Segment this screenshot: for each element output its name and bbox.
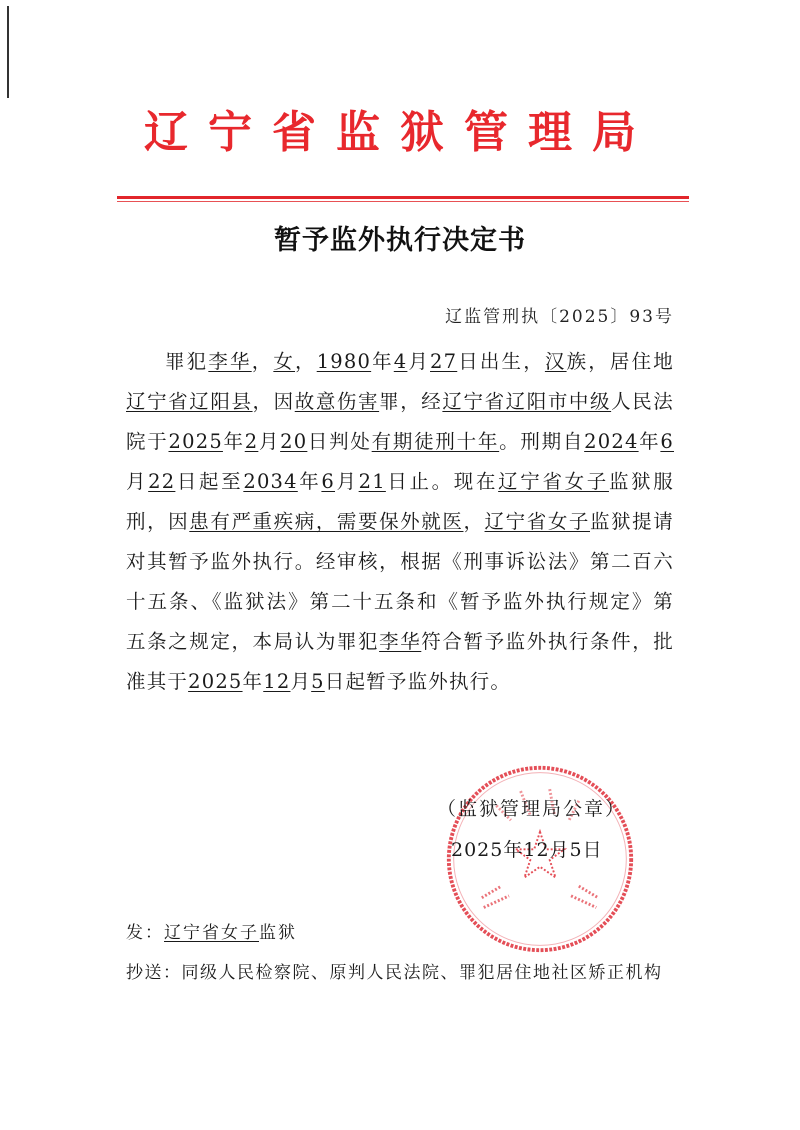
birth-day: 27 <box>430 350 458 373</box>
prison-applicant: 辽宁省女子 <box>484 510 590 533</box>
end-day: 21 <box>358 470 386 493</box>
issue-to-label: 发： <box>126 923 164 943</box>
text: 月 <box>126 470 149 493</box>
text: 符合暂予监外执行条件，批准其于 <box>126 630 675 693</box>
document-number: 辽监管刑执〔2025〕93号 <box>445 307 674 327</box>
text: 年 <box>638 430 661 453</box>
text: 年 <box>297 470 322 493</box>
court: 辽宁省辽阳市中级 <box>442 390 612 413</box>
cc-line: 抄送：同级人民检察院、原判人民法院、罪犯居住地社区矫正机构 <box>126 963 663 983</box>
text: ，因 <box>252 390 295 413</box>
judgment-day: 20 <box>280 430 308 453</box>
text: 罪犯 <box>165 350 209 373</box>
document-title: 暂予监外执行决定书 <box>274 225 526 256</box>
text: 月 <box>290 670 312 693</box>
crime: 故意伤害 <box>294 390 380 413</box>
text: 罪，经 <box>379 390 443 413</box>
text: 月 <box>335 470 359 493</box>
judgment-month: 2 <box>244 430 259 453</box>
prison: 辽宁省女子 <box>498 470 609 493</box>
text: 监狱提请对其暂予监外执行。经审核，根据《刑事诉讼法》第二百六十五条、《监狱法》第二十五条和《暂予监外执行规定》第五条之规定，本局认为罪犯 <box>126 510 674 653</box>
issue-date: 2025年12月5日 <box>451 839 603 861</box>
text: 年 <box>242 670 264 693</box>
end-year: 2034 <box>243 470 298 493</box>
sentence: 有期徒刑十年 <box>371 430 500 453</box>
text: 月 <box>407 350 431 373</box>
text: 年 <box>222 430 245 453</box>
binding-margin-line <box>7 6 9 98</box>
ethnicity: 汉 <box>544 350 567 373</box>
text: 人民法院于 <box>126 390 675 453</box>
text: 日起暂予监外执行。 <box>324 670 512 693</box>
letterhead-rule-thin <box>117 201 689 202</box>
offender-name-2: 李华 <box>379 630 422 653</box>
org-letterhead: 辽宁省监狱管理局 <box>144 107 656 158</box>
issue-to-recipient: 辽宁省女子 <box>164 923 259 943</box>
text: ， <box>251 350 274 373</box>
offender-name: 李华 <box>208 350 252 373</box>
text: ， <box>463 510 485 533</box>
approve-day: 5 <box>311 670 325 693</box>
start-month: 6 <box>660 430 674 453</box>
text: 日起至 <box>175 470 244 493</box>
approve-month: 12 <box>263 670 291 693</box>
decision-body <box>126 342 674 702</box>
text: 日判处 <box>307 430 372 453</box>
birth-month: 4 <box>393 350 408 373</box>
issue-to-suffix: 监狱 <box>259 923 297 943</box>
text: 日出生， <box>457 350 545 373</box>
issue-to-line <box>126 918 297 943</box>
text: 月 <box>258 430 281 453</box>
birth-year: 1980 <box>316 350 372 373</box>
text: 监狱服刑，因 <box>126 470 674 533</box>
text: ， <box>295 350 317 373</box>
text: 日止。现在 <box>385 470 499 493</box>
text: 族，居住地 <box>566 350 674 373</box>
end-month: 6 <box>321 470 336 493</box>
approve-year: 2025 <box>188 670 243 693</box>
seal-label: （监狱管理局公章） <box>437 798 627 820</box>
text: 年 <box>371 350 394 373</box>
residence: 辽宁省辽阳县 <box>126 390 253 413</box>
reason: 患有严重疾病，需要保外就医 <box>189 510 464 533</box>
start-year: 2024 <box>584 430 639 453</box>
text: 。刑期自 <box>499 430 585 453</box>
judgment-year: 2025 <box>168 430 223 453</box>
gender: 女 <box>273 350 296 373</box>
start-day: 22 <box>148 470 176 493</box>
letterhead-rule-thick <box>117 196 689 199</box>
